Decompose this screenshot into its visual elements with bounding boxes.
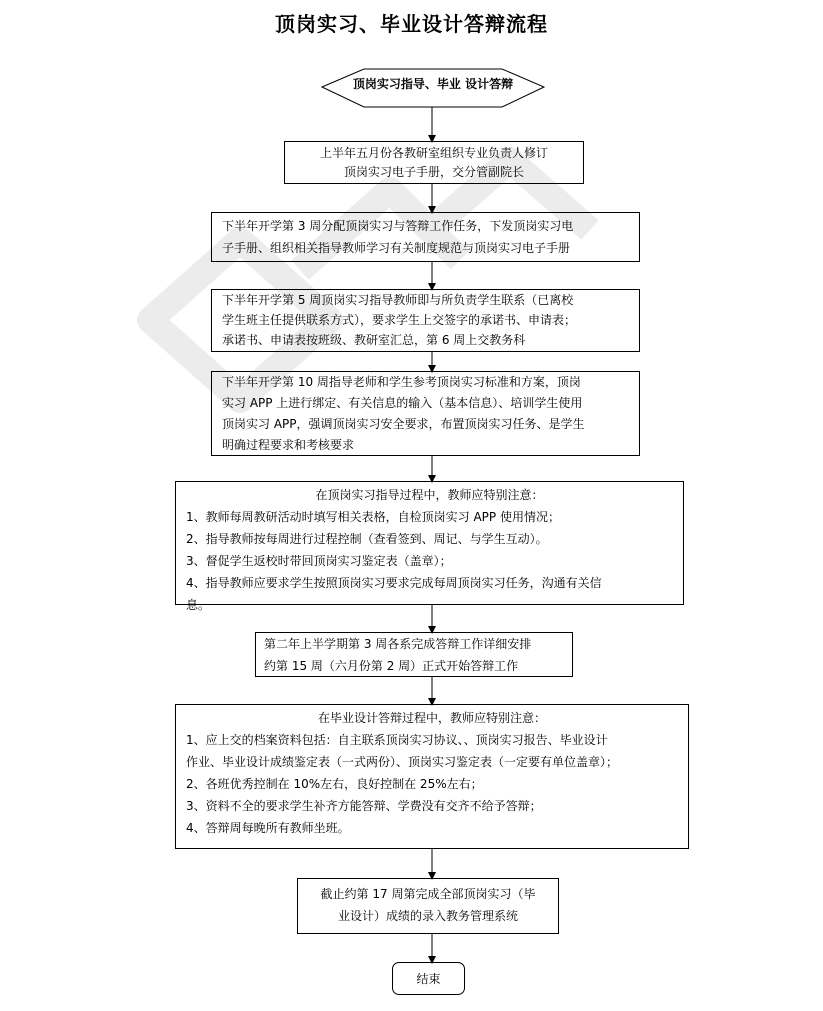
end-label: 结束	[416, 972, 441, 986]
step-7-line-2: 作业、毕业设计成绩鉴定表（一式两份）、顶岗实习鉴定表（一定要有单位盖章）；	[186, 755, 619, 769]
step-4-line-4: 明确过程要求和考核要求	[222, 438, 355, 452]
step-4-line-1: 下半年开学第 10 周指导老师和学生参考顶岗实习标准和方案，顶岗	[222, 375, 581, 389]
step-5-heading: 在顶岗实习指导过程中，教师应特别注意：	[315, 488, 544, 502]
start-line-2: 设计答辩	[465, 77, 514, 91]
step-5-line-2: 2、指导教师按每周进行过程控制（查看签到、周记、与学生互动）。	[186, 532, 548, 546]
step-2-box	[211, 212, 640, 262]
start-node-label	[330, 76, 536, 92]
step-6-line-1: 第二年上半学期第 3 周各系完成答辩工作详细安排	[264, 637, 532, 651]
page-title: 顶岗实习、毕业设计答辩流程	[275, 12, 548, 36]
step-7-box	[175, 704, 689, 849]
step-6-box	[255, 632, 573, 677]
step-3-line-3: 承诺书、申请表按班级、教研室汇总，第 6 周上交教务科	[222, 333, 526, 347]
step-1-line-2: 顶岗实习电子手册，交分管副院长	[343, 165, 524, 179]
step-7-line-1: 1、应上交的档案资料包括：自主联系顶岗实习协议、、顶岗实习报告、毕业设计	[186, 733, 608, 747]
step-2-line-1: 下半年开学第 3 周分配顶岗实习与答辩工作任务，下发顶岗实习电	[222, 219, 574, 233]
step-8-line-2: 业设计）成绩的录入教务管理系统	[337, 909, 518, 923]
step-3-line-2: 学生班主任提供联系方式），要求学生上交签字的承诺书、申请表；	[222, 313, 577, 327]
step-8-box	[297, 878, 559, 934]
step-5-line-3: 3、督促学生返校时带回顶岗实习鉴定表（盖章）；	[186, 554, 452, 568]
step-4-line-2: 实习 APP 上进行绑定、有关信息的输入（基本信息）、培训学生使用	[222, 396, 583, 410]
step-6-line-2: 约第 15 周（六月份第 2 周）正式开始答辩工作	[264, 659, 519, 673]
step-1-box	[284, 141, 584, 184]
step-2-line-2: 子手册、组织相关指导教师学习有关制度规范与顶岗实习电子手册	[222, 241, 571, 255]
end-node	[392, 962, 465, 995]
step-5-line-5: 息。	[186, 598, 211, 612]
step-5-box	[175, 481, 684, 612]
step-7-line-5: 4、答辩周每晚所有教师坐班。	[186, 821, 350, 835]
step-8-line-1: 截止约第 17 周第完成全部顶岗实习（毕	[320, 887, 536, 901]
step-7-heading: 在毕业设计答辩过程中，教师应特别注意：	[317, 711, 546, 725]
step-1-line-1: 上半年五月份各教研室组织专业负责人修订	[319, 146, 548, 160]
step-3-line-1: 下半年开学第 5 周顶岗实习指导教师即与所负责学生联系（已离校	[222, 293, 574, 307]
step-7-line-3: 2、各班优秀控制在 10%左右，良好控制在 25%左右；	[186, 777, 483, 791]
step-5-line-4: 4、指导教师应要求学生按照顶岗实习要求完成每周顶岗实习任务，沟通有关信	[186, 576, 602, 590]
step-5-line-1: 1、教师每周教研活动时填写相关表格，自检顶岗实习 APP 使用情况；	[186, 510, 560, 524]
step-7-line-4: 3、资料不全的要求学生补齐方能答辩、学费没有交齐不给予答辩；	[186, 799, 542, 813]
start-line-1: 顶岗实习指导、毕业	[352, 77, 461, 91]
step-4-box	[211, 371, 640, 456]
step-4-line-3: 顶岗实习 APP，强调顶岗实习安全要求，布置顶岗实习任务、是学生	[222, 417, 585, 431]
step-3-box	[211, 289, 640, 352]
